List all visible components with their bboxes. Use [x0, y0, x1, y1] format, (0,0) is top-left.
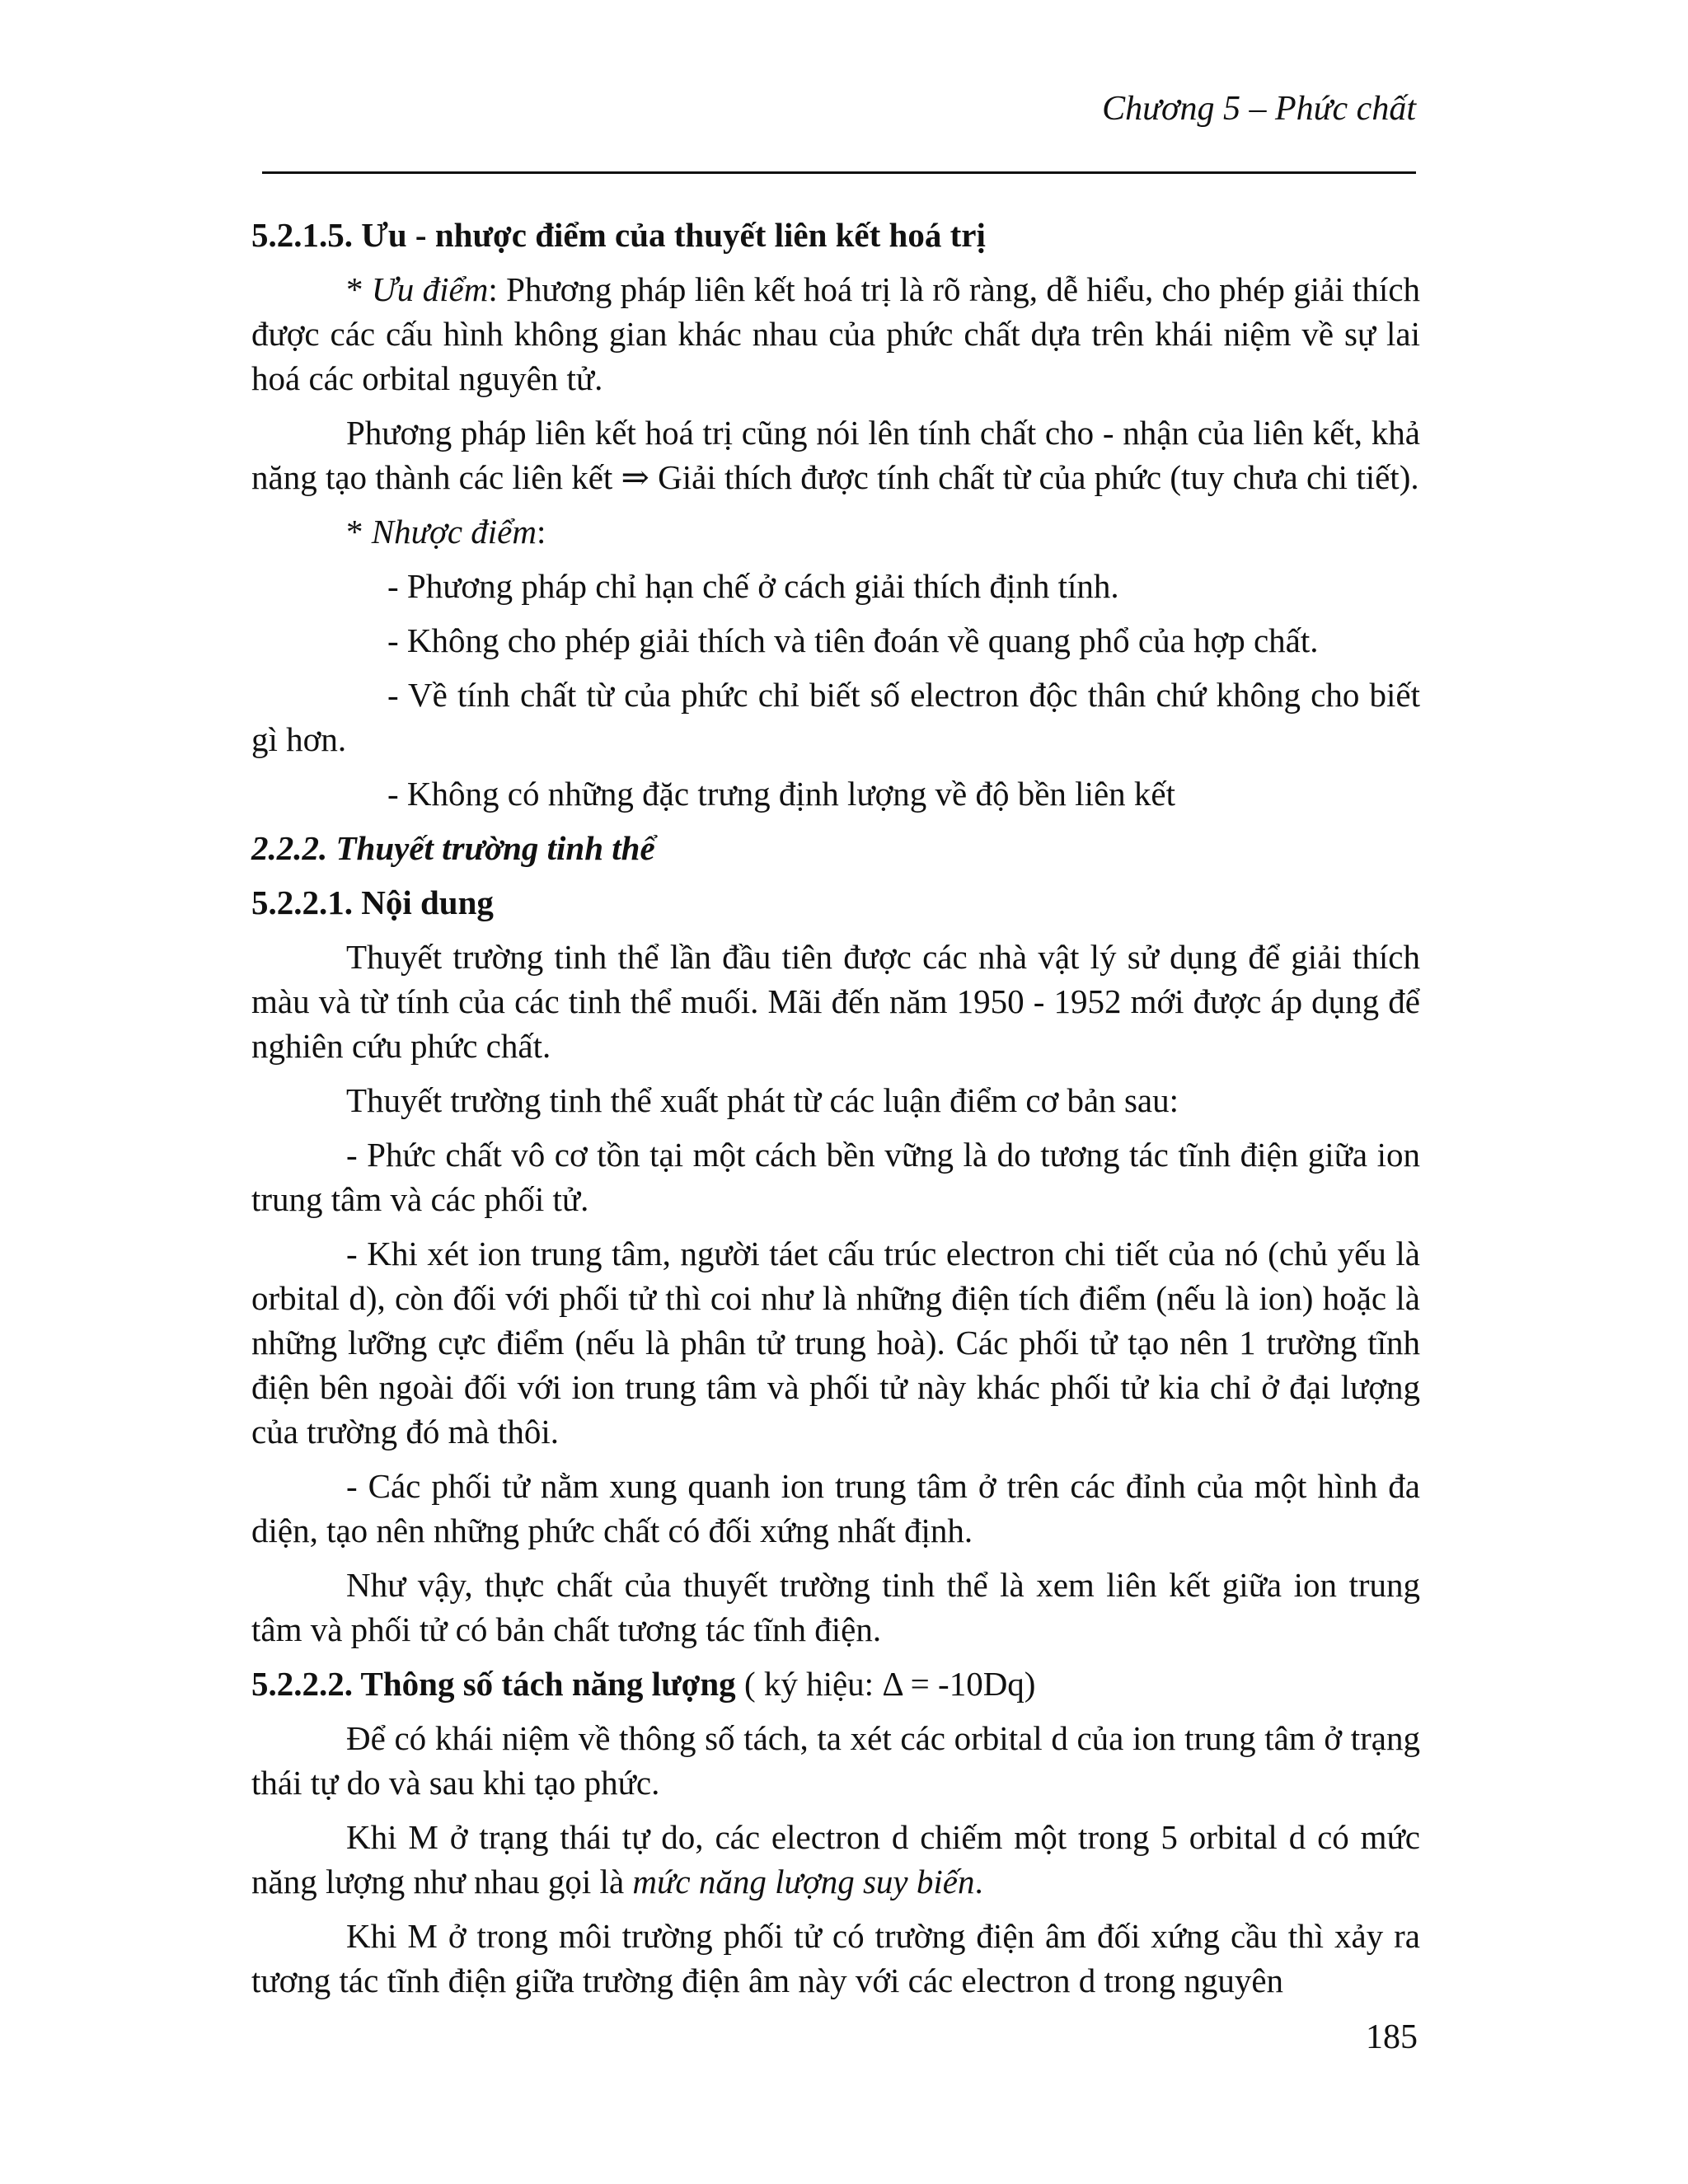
paragraph-text: .: [974, 1863, 983, 1900]
header-rule: [262, 171, 1416, 174]
bullet-star: *: [346, 270, 372, 308]
section-heading-2-2-2: 2.2.2. Thuyết trường tinh thể: [251, 829, 655, 867]
degenerate-level-term: mức năng lượng suy biến: [632, 1863, 975, 1900]
implies-arrow-icon: ⇒: [621, 458, 649, 496]
paragraph-donor-acceptor: [251, 410, 1420, 499]
paragraph-spherical-field: Khi M ở trong môi trường phối tử có trường điện âm đối xứng cầu thì xảy ra tương tác tĩnh điện giữa trường điện âm này với các electron d trong nguyên: [251, 1917, 1420, 1999]
heading-symbol-text: ( ký hiệu: Δ = -10Dq): [735, 1665, 1036, 1703]
paragraph-basic-points: Thuyết trường tinh thể xuất phát từ các luận điểm cơ bản sau:: [346, 1081, 1179, 1119]
advantages-text: : Phương pháp liên kết hoá trị là rõ ràng, dễ hiểu, cho phép giải thích được các cấu hình không gian khác nhau của phức chất dựa trên khái niệm về sự lai hoá các orbital nguyên tử.: [251, 270, 1421, 397]
paragraph-point-1: - Phức chất vô cơ tồn tại một cách bền vững là do tương tác tĩnh điện giữa ion trung tâm và các phối tử.: [251, 1136, 1420, 1218]
section-heading-5-2-2-1: 5.2.2.1. Nội dung: [251, 883, 494, 921]
paragraph-text: Giải thích được tính chất từ của phức (tuy chưa chi tiết).: [649, 458, 1419, 496]
paragraph-point-2: - Khi xét ion trung tâm, người táet cấu trúc electron chi tiết của nó (chủ yếu là orbital d), còn đối với phối tử thì coi như là những điện tích điểm (nếu là ion) hoặc là những lưỡng cực điểm (nếu là phân tử trung hoà). Các phối tử tạo nên 1 trường tĩnh điện bên ngoài đối với ion trung tâm và phối tử này khác phối tử kia chỉ ở đại lượng của trường đó mà thôi.: [251, 1235, 1420, 1451]
page-body: [251, 213, 1420, 2013]
paragraph-text: Phương pháp liên kết hoá trị cũng nói lên tính chất cho - nhận của liên kết, khả năng tạo thành các liên kết: [251, 414, 1420, 496]
paragraph-crystal-field-intro: Thuyết trường tinh thể lần đầu tiên được các nhà vật lý sử dụng để giải thích màu và từ tính của các tinh thể muối. Mãi đến năm 1950 - 1952 mới được áp dụng để nghiên cứu phức chất.: [251, 938, 1420, 1065]
section-heading-5-2-1-5: 5.2.1.5. Ưu - nhược điểm của thuyết liên kết hoá trị: [251, 216, 986, 254]
advantages-label: Ưu điểm: [371, 270, 489, 308]
page-number: 185: [1366, 2018, 1418, 2056]
disadvantages-label: Nhược điểm: [371, 513, 537, 551]
heading-bold-text: 5.2.2.2. Thông số tách năng lượng: [251, 1665, 736, 1703]
disadvantage-item-3: - Về tính chất từ của phức chỉ biết số electron độc thân chứ không cho biết gì hơn.: [251, 676, 1420, 758]
paragraph-advantages: [251, 267, 1420, 401]
paragraph-text: Khi M ở trạng thái tự do, các electron d chiếm một trong 5 orbital d có mức năng lượng như nhau gọi là: [251, 1818, 1420, 1900]
bullet-star: *: [346, 513, 372, 551]
paragraph-disadvantages: [251, 509, 1420, 554]
paragraph-point-3: - Các phối tử nằm xung quanh ion trung tâm ở trên các đỉnh của một hình đa diện, tạo nên những phức chất có đối xứng nhất định.: [251, 1467, 1420, 1549]
running-header: Chương 5 – Phức chất: [1102, 90, 1416, 128]
disadvantage-item-1: - Phương pháp chỉ hạn chế ở cách giải thích định tính.: [387, 567, 1119, 605]
paragraph-free-state: [251, 1815, 1420, 1904]
paragraph-summary: Như vậy, thực chất của thuyết trường tinh thể là xem liên kết giữa ion trung tâm và phối tử có bản chất tương tác tĩnh điện.: [251, 1566, 1420, 1648]
colon: :: [537, 513, 546, 551]
paragraph-splitting-intro: Để có khái niệm về thông số tách, ta xét các orbital d của ion trung tâm ở trạng thái tự do và sau khi tạo phức.: [251, 1719, 1420, 1802]
disadvantage-item-2: - Không cho phép giải thích và tiên đoán về quang phổ của hợp chất.: [387, 621, 1319, 659]
disadvantage-item-4: - Không có những đặc trưng định lượng về độ bền liên kết: [387, 775, 1175, 813]
section-heading-5-2-2-2: [251, 1661, 1420, 1706]
